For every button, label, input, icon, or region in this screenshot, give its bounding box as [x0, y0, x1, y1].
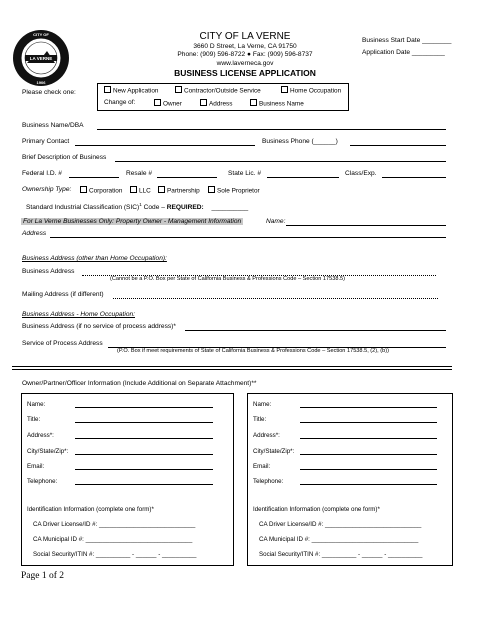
check-one-label: Please check one:	[22, 89, 76, 96]
city-seal	[12, 29, 70, 87]
brief-description-label: Brief Description of Business	[22, 154, 107, 161]
checkbox-icon[interactable]	[130, 186, 137, 193]
mailing-address-field[interactable]	[113, 298, 438, 299]
change-business-name-checkbox[interactable]: Business Name	[250, 99, 304, 108]
business-address-label: Business Address	[22, 268, 75, 275]
owner-email-field[interactable]	[75, 469, 213, 470]
checkbox-icon[interactable]	[154, 99, 161, 106]
owner2-telephone-field[interactable]	[300, 484, 437, 485]
owner-name-field[interactable]	[75, 407, 213, 408]
brief-description-field[interactable]	[115, 161, 446, 162]
owner-title-label: Title:	[27, 416, 41, 423]
owner2-email-label: Email:	[253, 463, 271, 470]
owner-section-heading: Owner/Partner/Officer Information (Include Additional on Separate Attachment)**	[22, 380, 257, 387]
checkbox-icon[interactable]	[104, 86, 111, 93]
primary-contact-field[interactable]	[75, 145, 255, 146]
state-lic-label: State Lic. #	[228, 170, 261, 177]
page-number: Page 1 of 2	[21, 571, 65, 581]
website[interactable]: www.lavernecа.gov	[216, 60, 274, 67]
federal-id-label: Federal I.D. #	[22, 170, 62, 177]
checkbox-icon[interactable]	[175, 86, 182, 93]
federal-id-field[interactable]	[69, 177, 119, 178]
state-lic-field[interactable]	[267, 177, 339, 178]
property-owner-address-field[interactable]	[50, 237, 446, 238]
owner2-email-field[interactable]	[300, 469, 437, 470]
checkbox-icon[interactable]	[208, 186, 215, 193]
owner2-title-label: Title:	[253, 416, 267, 423]
business-phone-field[interactable]	[350, 145, 446, 146]
owner-municipal-id[interactable]: CA Municipal ID #: _______________________________	[33, 536, 193, 543]
owner-telephone-field[interactable]	[75, 484, 213, 485]
owner-id-heading: Identification Information (complete one form)*	[27, 506, 154, 513]
application-date[interactable]: Application Date _________	[362, 49, 445, 56]
seal-mid: LA VERNE	[29, 56, 53, 61]
owner-ssn[interactable]: Social Security/ITIN #: __________ - ______ - __________	[33, 551, 197, 558]
primary-contact-label: Primary Contact	[22, 138, 70, 145]
property-owner-name-label: Name:	[266, 218, 286, 225]
home-occupation-heading: Business Address - Home Occupation:	[22, 311, 135, 318]
service-of-process-label: Service of Process Address	[22, 340, 103, 347]
owner-email-label: Email:	[27, 463, 45, 470]
owner2-title-field[interactable]	[300, 422, 437, 423]
business-name-field[interactable]	[97, 129, 446, 130]
corporation-checkbox[interactable]: Corporation	[80, 186, 122, 195]
resale-field[interactable]	[157, 177, 217, 178]
checkbox-icon[interactable]	[80, 186, 87, 193]
owner2-ssn[interactable]: Social Security/ITIN #: __________ - ______ - __________	[259, 551, 423, 558]
section-divider	[12, 366, 452, 367]
business-address-heading: Business Address (other than Home Occupation):	[22, 255, 167, 262]
owner-name-label: Name:	[27, 401, 46, 408]
owner-city-label: City/State/Zip*:	[27, 448, 69, 455]
owner-title-field[interactable]	[75, 422, 213, 423]
change-of-label: Change of:	[104, 99, 136, 106]
change-owner-checkbox[interactable]: Owner	[154, 99, 182, 108]
business-start-date[interactable]: Business Start Date ________	[362, 37, 452, 44]
business-phone-label: Business Phone (______)	[262, 138, 338, 145]
seal-top: CITY OF	[33, 32, 49, 37]
owner2-address-field[interactable]	[300, 438, 437, 439]
section-divider-thin	[12, 369, 452, 370]
property-owner-address-label: Address	[22, 230, 47, 237]
owner-telephone-label: Telephone:	[27, 478, 58, 485]
class-exp-label: Class/Exp.	[345, 170, 377, 177]
checkbox-icon[interactable]	[158, 186, 165, 193]
owner-address-field[interactable]	[75, 438, 213, 439]
mailing-address-label: Mailing Address (if different)	[22, 291, 104, 298]
owner2-city-field[interactable]	[300, 454, 437, 455]
owner2-name-field[interactable]	[300, 407, 437, 408]
change-address-checkbox[interactable]: Address	[200, 99, 232, 108]
checkbox-icon[interactable]	[200, 99, 207, 106]
owner-city-field[interactable]	[75, 454, 213, 455]
form-title: BUSINESS LICENSE APPLICATION	[174, 68, 316, 78]
partnership-checkbox[interactable]: Partnership	[158, 186, 200, 195]
property-owner-name-field[interactable]	[286, 225, 446, 226]
owner2-telephone-label: Telephone:	[253, 478, 284, 485]
new-application-checkbox[interactable]: New Application	[104, 86, 158, 95]
seal-bottom: 1906	[36, 80, 46, 85]
city-address: 3660 D Street, La Verne, CA 91750	[193, 43, 297, 50]
owner-driver-license[interactable]: CA Driver License/ID #: ____________________________	[33, 521, 196, 528]
resale-label: Resale #	[126, 170, 153, 177]
owner2-name-label: Name:	[253, 401, 272, 408]
owner2-driver-license[interactable]: CA Driver License/ID #: ____________________________	[259, 521, 422, 528]
home-business-address-label: Business Address (if no service of process address)*	[22, 323, 176, 330]
checkbox-icon[interactable]	[250, 99, 257, 106]
service-of-process-note: (P.O. Box if meet requirements of State of California Business & Professions Code – Section 17538.5, (2), (b))	[117, 348, 389, 354]
checkbox-icon[interactable]	[281, 86, 288, 93]
owner2-id-heading: Identification Information (complete one form)*	[253, 506, 380, 513]
city-name: CITY OF LA VERNE	[199, 31, 291, 42]
owner2-city-label: City/State/Zip*:	[253, 448, 295, 455]
business-address-note: (Cannot be a P.O. Box per State of California Business & Professions Code – Section 17538.5)	[110, 276, 345, 282]
sic-code-row[interactable]: Standard Industrial Classification (SIC)$^1$ Code – REQUIRED: __________	[26, 202, 249, 212]
llc-checkbox[interactable]: LLC	[130, 186, 151, 195]
owner2-address-label: Address*:	[253, 432, 280, 439]
phone-fax: Phone: (909) 596-8722 ● Fax: (909) 596-8737	[177, 51, 313, 58]
ownership-type-label: Ownership Type:	[22, 186, 72, 193]
property-owner-highlight: For La Verne Businesses Only: Property Owner - Management Information	[23, 218, 242, 225]
contractor-checkbox[interactable]: Contractor/Outside Service	[175, 86, 261, 95]
class-exp-field[interactable]	[382, 177, 446, 178]
sole-proprietor-checkbox[interactable]: Sole Proprietor	[208, 186, 260, 195]
owner2-municipal-id[interactable]: CA Municipal ID #: _______________________________	[259, 536, 419, 543]
owner-address-label: Address*:	[27, 432, 54, 439]
business-name-label: Business Name/DBA	[22, 122, 84, 129]
home-business-address-field[interactable]	[185, 330, 446, 331]
home-occupation-checkbox[interactable]: Home Occupation	[281, 86, 341, 95]
